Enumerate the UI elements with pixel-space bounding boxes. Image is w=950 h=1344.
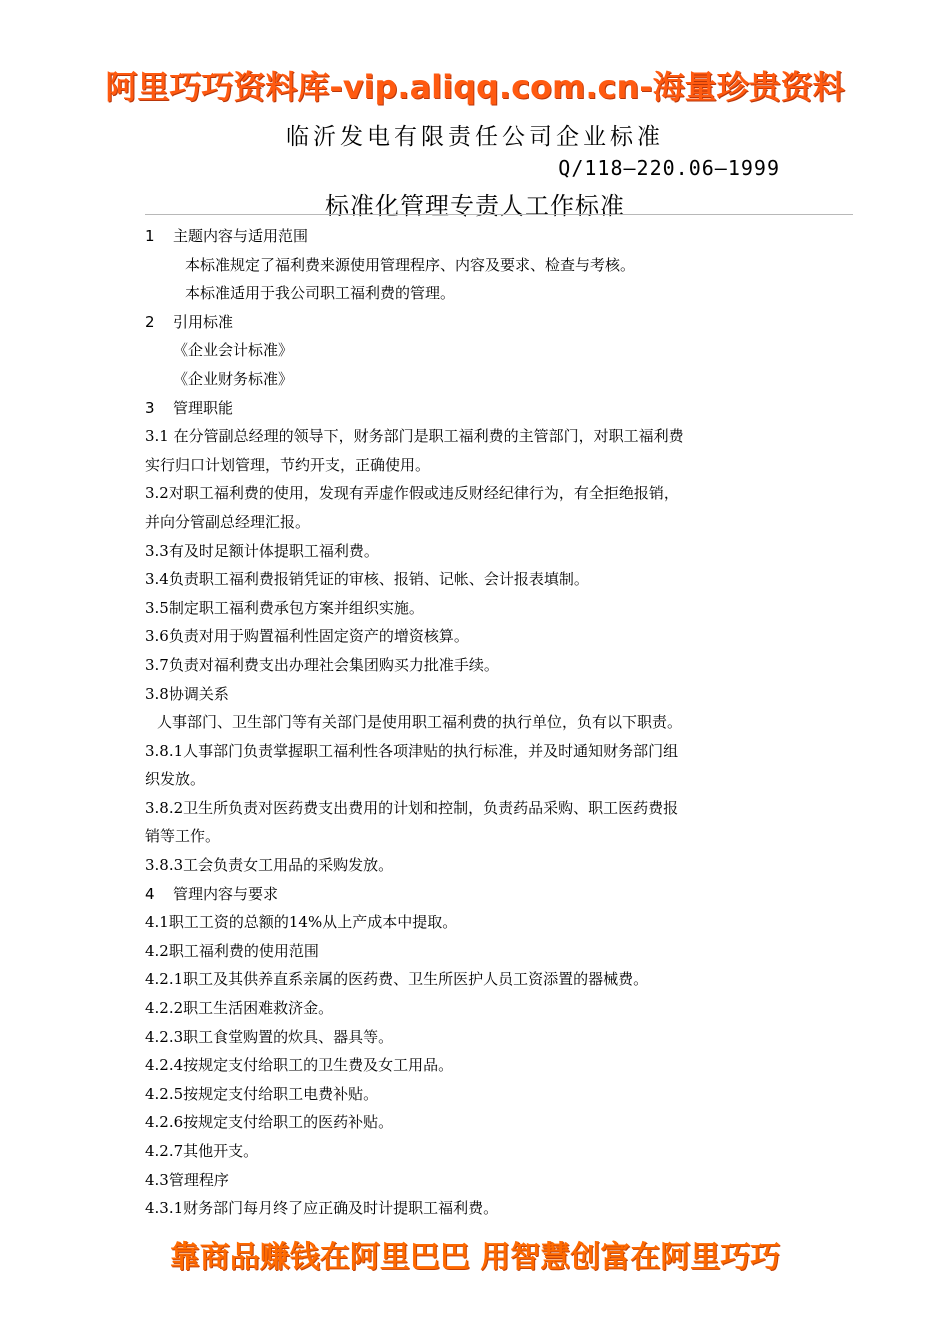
body-line: 4.2.1职工及其供养直系亲属的医药费、卫生所医护人员工资添置的器械费。 [145,970,649,989]
body-line: 4.3管理程序 [145,1170,229,1189]
body-line: 实行归口计划管理，节约开支，正确使用。 [145,455,431,474]
body-line: 4.1职工工资的总额的14%从上产成本中提取。 [145,913,458,932]
company-standard-heading: 临沂发电有限责任公司企业标准 [286,124,664,150]
body-line: 人事部门、卫生部门等有关部门是使用职工福利费的执行单位，负有以下职责。 [157,713,683,732]
body-line: 织发放。 [145,770,206,789]
section-heading [145,222,820,251]
section-title: 管理职能 [173,398,234,417]
body-line: 3.3有及时足额计体提职工福利费。 [145,541,379,560]
body-line: 3.7负责对福利费支出办理社会集团购买力批准手续。 [145,655,499,674]
body-line: 3.1 在分管副总经理的领导下，财务部门是职工福利费的主管部门，对职工福利费 [145,427,684,446]
section-number: 2 [145,312,155,331]
standard-code: Q/118—220.06—1999 [558,156,780,180]
section-heading [145,880,820,909]
body-line: 3.6负责对用于购置福利性固定资产的增资核算。 [145,627,469,646]
body-line: 4.2职工福利费的使用范围 [145,941,319,960]
body-line: 并向分管副总经理汇报。 [145,512,311,531]
section-number: 3 [145,398,155,417]
body-line: 4.2.6按规定支付给职工的医药补贴。 [145,1113,394,1132]
body-line: 3.5制定职工福利费承包方案并组织实施。 [145,598,424,617]
body-line: 3.8.3工会负责女工用品的采购发放。 [145,856,394,875]
body-line: 本标准规定了福利费来源使用管理程序、内容及要求、检查与考核。 [185,255,636,274]
body-line: 4.3.1财务部门每月终了应正确及时计提职工福利费。 [145,1199,499,1218]
section-number: 4 [145,884,155,903]
body-line: 4.2.7其他开支。 [145,1142,259,1160]
body-line: 3.8协调关系 [145,684,229,703]
section-heading [145,308,820,337]
body-line: 4.2.4按规定支付给职工的卫生费及女工用品。 [145,1056,454,1075]
document-body [145,222,820,1223]
section-number: 1 [145,227,155,245]
footer-banner: 靠商品赚钱在阿里巴巴 用智慧创富在阿里巧巧 [169,1240,781,1275]
body-line: 4.2.3职工食堂购置的炊具、器具等。 [145,1027,394,1046]
body-line: 4.2.2职工生活困难救济金。 [145,999,334,1018]
body-line: 3.8.2卫生所负责对医药费支出费用的计划和控制，负责药品采购、职工医药费报 [145,798,679,817]
body-line: 4.2.5按规定支付给职工电费补贴。 [145,1084,379,1103]
section-title: 主题内容与适用范围 [173,227,309,245]
section-heading [145,394,820,423]
section-title: 引用标准 [173,312,234,331]
header-banner: 阿里巧巧资料库-vip.aliqq.com.cn-海量珍贵资料 [105,68,845,106]
body-line: 3.4负责职工福利费报销凭证的审核、报销、记帐、会计报表填制。 [145,570,589,589]
body-line: 本标准适用于我公司职工福利费的管理。 [185,284,456,303]
body-line: 《企业财务标准》 [173,369,294,388]
body-line: 《企业会计标准》 [173,341,294,360]
section-title: 管理内容与要求 [173,884,279,903]
body-line: 3.8.1人事部门负责掌握职工福利性各项津贴的执行标准，并及时通知财务部门组 [145,741,679,760]
title-divider [145,214,853,215]
body-line: 销等工作。 [145,827,221,846]
document-title: 标准化管理专责人工作标准 [325,192,625,220]
body-line: 3.2对职工福利费的使用，发现有弄虚作假或违反财经纪律行为，有全拒绝报销， [145,484,679,503]
